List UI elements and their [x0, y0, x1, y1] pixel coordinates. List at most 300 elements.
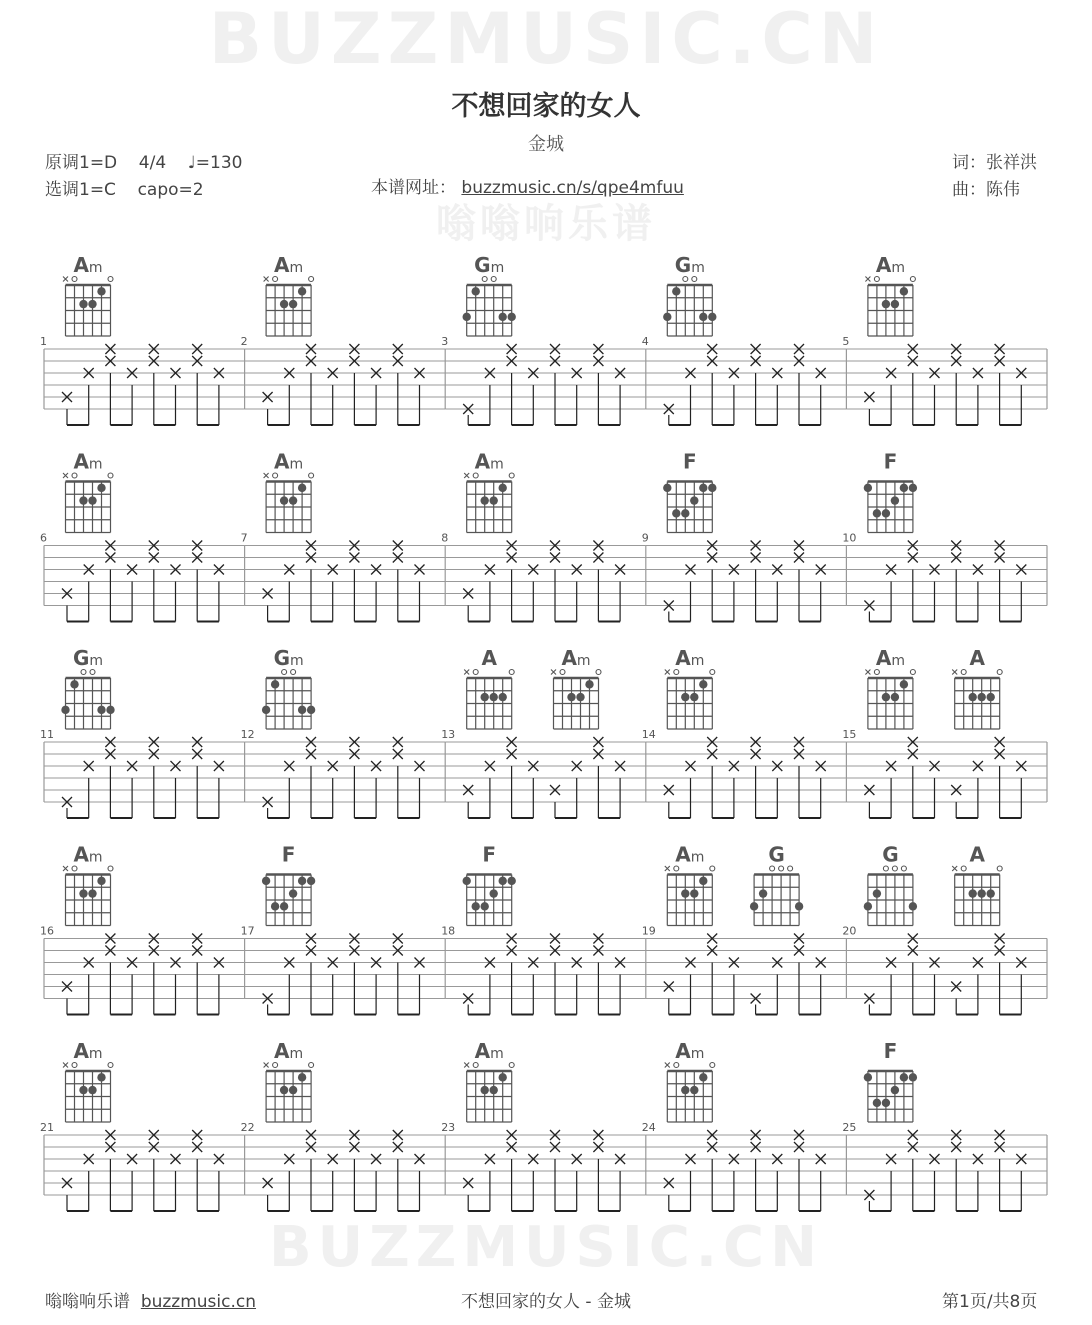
chord-diagram-am: [63, 1039, 113, 1122]
open-string-icon: [491, 277, 496, 282]
chord-name: Am: [73, 842, 103, 867]
open-string-icon: [961, 866, 966, 871]
finger-dot: [508, 877, 516, 885]
chord-diagram-g: [864, 843, 917, 926]
chord-name: Am: [675, 1039, 705, 1063]
finger-dot: [690, 496, 698, 504]
measure-number: 17: [240, 924, 255, 938]
chord-name: A: [969, 842, 985, 867]
chord-diagram-f: [864, 450, 917, 533]
watermark-middle: 嗡嗡响乐谱: [436, 201, 656, 247]
measure-number: 16: [40, 924, 54, 938]
chord-name: Gm: [674, 253, 705, 277]
chord-diagram-gm: [463, 253, 516, 336]
open-string-icon: [90, 670, 95, 675]
open-string-icon: [901, 866, 906, 871]
finger-dot: [699, 484, 707, 492]
measure-number: 23: [441, 1121, 456, 1134]
finger-dot: [289, 300, 297, 308]
measure-18: [441, 843, 646, 1015]
finger-dot: [289, 889, 297, 897]
footer-song: 不想回家的女人 - 金城: [461, 1292, 631, 1312]
measure-2: [240, 253, 449, 425]
footer-page: 第1页/共8页: [942, 1292, 1038, 1312]
muted-string-icon: [865, 670, 870, 675]
open-string-icon: [683, 277, 688, 282]
finger-dot: [978, 889, 986, 897]
chord-diagram-gm: [262, 646, 315, 729]
finger-dot: [699, 1073, 707, 1081]
finger-dot: [97, 706, 105, 714]
finger-dot: [88, 889, 96, 897]
finger-dot: [699, 313, 707, 321]
open-string-icon: [72, 1063, 77, 1068]
open-string-icon: [997, 670, 1002, 675]
finger-dot: [499, 693, 507, 701]
muted-string-icon: [865, 277, 870, 282]
finger-dot: [289, 1086, 297, 1094]
chord-diagram-f: [663, 450, 716, 533]
measure-25: [842, 1039, 1047, 1211]
finger-dot: [882, 1099, 890, 1107]
chord-name: Am: [675, 646, 705, 670]
finger-dot: [307, 706, 315, 714]
measure-number: 6: [40, 531, 47, 545]
finger-dot: [271, 902, 279, 910]
finger-dot: [481, 1086, 489, 1094]
measure-4: [641, 253, 850, 425]
open-string-icon: [692, 277, 697, 282]
open-string-icon: [883, 866, 888, 871]
chord-name: Am: [73, 1039, 103, 1063]
measure-number: 2: [240, 335, 248, 348]
measure-8: [441, 450, 646, 622]
finger-dot: [61, 706, 69, 714]
open-string-icon: [788, 866, 793, 871]
finger-dot: [576, 693, 584, 701]
measure-5: [842, 253, 1047, 425]
muted-string-icon: [464, 1063, 469, 1068]
open-string-icon: [81, 670, 86, 675]
finger-dot: [690, 693, 698, 701]
chord-name: Am: [73, 449, 103, 474]
open-string-icon: [997, 866, 1002, 871]
open-string-icon: [910, 277, 915, 282]
finger-dot: [499, 877, 507, 885]
measure-19: [642, 843, 847, 1015]
finger-dot: [298, 1073, 306, 1081]
finger-dot: [690, 889, 698, 897]
chord-name: F: [883, 449, 898, 474]
score-url-link[interactable]: buzzmusic.cn/s/qpe4mfuu: [461, 178, 684, 198]
chord-diagram-am: [464, 450, 514, 533]
open-string-icon: [72, 473, 77, 478]
finger-dot: [481, 496, 489, 504]
finger-dot: [280, 496, 288, 504]
finger-dot: [490, 889, 498, 897]
finger-dot: [882, 300, 890, 308]
measure-14: [642, 646, 847, 818]
measure-number: 20: [842, 924, 857, 938]
finger-dot: [987, 693, 995, 701]
open-string-icon: [674, 670, 679, 675]
chord-diagram-gm: [61, 646, 114, 729]
measure-number: 9: [641, 531, 649, 545]
open-string-icon: [509, 670, 514, 675]
open-string-icon: [910, 670, 915, 675]
chord-diagram-am: [264, 1039, 314, 1122]
finger-dot: [97, 1073, 105, 1081]
finger-dot: [699, 877, 707, 885]
measure-number: 1: [40, 335, 47, 348]
chord-name: F: [682, 449, 697, 474]
chord-diagram-am: [865, 253, 915, 336]
open-string-icon: [273, 1063, 278, 1068]
finger-dot: [978, 693, 986, 701]
finger-dot: [900, 484, 908, 492]
finger-dot: [79, 300, 87, 308]
open-string-icon: [892, 866, 897, 871]
muted-string-icon: [264, 277, 269, 282]
open-string-icon: [309, 1063, 314, 1068]
finger-dot: [708, 484, 716, 492]
measure-20: [842, 843, 1047, 1015]
chord-diagram-am: [551, 646, 601, 729]
finger-dot: [79, 496, 87, 504]
open-string-icon: [473, 1063, 478, 1068]
open-string-icon: [674, 866, 679, 871]
muted-string-icon: [952, 670, 957, 675]
open-string-icon: [710, 866, 715, 871]
finger-dot: [463, 877, 471, 885]
open-string-icon: [710, 670, 715, 675]
measure-17: [241, 843, 446, 1015]
chord-diagram-am: [63, 253, 113, 336]
open-string-icon: [509, 1063, 514, 1068]
finger-dot: [969, 889, 977, 897]
finger-dot: [750, 902, 758, 910]
muted-string-icon: [952, 866, 957, 871]
chord-name: A: [481, 646, 497, 670]
finger-dot: [900, 287, 908, 295]
measure-number: 8: [441, 531, 449, 545]
open-string-icon: [72, 866, 77, 871]
finger-dot: [708, 313, 716, 321]
measure-22: [241, 1039, 446, 1211]
chord-name: Am: [875, 253, 905, 277]
chord-diagram-am: [63, 843, 113, 926]
finger-dot: [499, 1073, 507, 1081]
finger-dot: [891, 1086, 899, 1094]
finger-dot: [681, 509, 689, 517]
finger-dot: [262, 877, 270, 885]
measure-7: [240, 449, 449, 622]
finger-dot: [900, 1073, 908, 1081]
finger-dot: [759, 889, 767, 897]
finger-dot: [280, 902, 288, 910]
chord-diagram-a: [952, 843, 1002, 926]
measure-16: [40, 843, 245, 1015]
muted-string-icon: [63, 277, 68, 282]
finger-dot: [891, 300, 899, 308]
chord-diagram-a: [952, 646, 1002, 729]
finger-dot: [882, 509, 890, 517]
finger-dot: [298, 877, 306, 885]
finger-dot: [864, 484, 872, 492]
open-string-icon: [108, 1063, 113, 1068]
muted-string-icon: [551, 670, 556, 675]
tempo: ♩=130: [187, 153, 243, 173]
measure-21: [40, 1039, 245, 1211]
muted-string-icon: [665, 1063, 670, 1068]
finger-dot: [79, 889, 87, 897]
muted-string-icon: [63, 1063, 68, 1068]
finger-dot: [690, 1086, 698, 1094]
measure-11: [40, 646, 245, 818]
finger-dot: [499, 484, 507, 492]
finger-dot: [663, 313, 671, 321]
finger-dot: [88, 496, 96, 504]
finger-dot: [900, 680, 908, 688]
chord-name: F: [281, 842, 296, 867]
open-string-icon: [961, 670, 966, 675]
capo: capo=2: [137, 180, 204, 200]
finger-dot: [672, 287, 680, 295]
measure-number: 19: [641, 924, 656, 938]
open-string-icon: [273, 277, 278, 282]
measure-number: 18: [441, 924, 456, 938]
chord-name: Am: [474, 1039, 504, 1063]
finger-dot: [79, 1086, 87, 1094]
open-string-icon: [674, 1063, 679, 1068]
chord-diagram-f: [262, 843, 315, 926]
chord-diagram-am: [665, 646, 715, 729]
finger-dot: [481, 902, 489, 910]
measure-number: 5: [842, 335, 850, 348]
finger-dot: [795, 902, 803, 910]
finger-dot: [298, 484, 306, 492]
open-string-icon: [108, 866, 113, 871]
chord-name: F: [883, 1039, 898, 1063]
chord-name: Am: [675, 842, 705, 867]
chord-diagram-g: [750, 843, 803, 926]
finger-dot: [508, 313, 516, 321]
finger-dot: [987, 889, 995, 897]
chord-diagram-am: [464, 1039, 514, 1122]
muted-string-icon: [665, 866, 670, 871]
finger-dot: [909, 484, 917, 492]
finger-dot: [490, 496, 498, 504]
finger-dot: [873, 1099, 881, 1107]
finger-dot: [891, 693, 899, 701]
finger-dot: [567, 693, 575, 701]
measure-13: [441, 646, 646, 818]
chord-diagram-am: [264, 253, 314, 336]
chosen-key: 选调1=C: [45, 180, 116, 200]
measure-number: 10: [842, 531, 857, 545]
open-string-icon: [273, 473, 278, 478]
muted-string-icon: [264, 1063, 269, 1068]
finger-dot: [271, 680, 279, 688]
open-string-icon: [282, 670, 287, 675]
finger-dot: [298, 706, 306, 714]
finger-dot: [88, 300, 96, 308]
time-signature: 4/4: [138, 153, 167, 173]
finger-dot: [481, 693, 489, 701]
finger-dot: [106, 706, 114, 714]
measure-3: [441, 253, 646, 425]
watermark-top: BUZZMUSIC.CN: [208, 0, 884, 80]
measure-number: 3: [441, 335, 449, 348]
chord-diagram-am: [665, 843, 715, 926]
chord-name: G: [768, 842, 785, 867]
chord-name: F: [482, 842, 497, 867]
chord-diagram-gm: [663, 253, 716, 336]
chord-name: Gm: [474, 253, 505, 277]
open-string-icon: [309, 277, 314, 282]
finger-dot: [262, 706, 270, 714]
chord-name: Gm: [72, 646, 104, 670]
measure-number: 15: [842, 728, 857, 741]
open-string-icon: [108, 473, 113, 478]
footer-site-name: 嗡嗡响乐谱: [45, 1292, 130, 1312]
measure-9: [642, 450, 847, 622]
song-artist: 金城: [528, 134, 564, 155]
muted-string-icon: [464, 670, 469, 675]
chord-name: Am: [274, 1039, 304, 1063]
finger-dot: [864, 902, 872, 910]
measure-24: [642, 1039, 847, 1211]
finger-dot: [472, 287, 480, 295]
measure-number: 13: [441, 728, 456, 741]
finger-dot: [909, 902, 917, 910]
measure-number: 11: [40, 728, 54, 741]
chord-name: A: [969, 646, 985, 670]
chord-name: G: [882, 842, 899, 867]
muted-string-icon: [464, 473, 469, 478]
open-string-icon: [72, 277, 77, 282]
muted-string-icon: [63, 473, 68, 478]
footer-site-link[interactable]: buzzmusic.cn: [140, 1292, 257, 1312]
chord-diagram-am: [665, 1039, 715, 1122]
watermark-bottom: BUZZMUSIC.CN: [268, 1215, 824, 1280]
finger-dot: [490, 1086, 498, 1094]
finger-dot: [681, 693, 689, 701]
finger-dot: [699, 680, 707, 688]
finger-dot: [681, 1086, 689, 1094]
finger-dot: [289, 496, 297, 504]
finger-dot: [499, 313, 507, 321]
original-key: 原调1=D: [45, 153, 118, 173]
muted-string-icon: [264, 473, 269, 478]
open-string-icon: [482, 277, 487, 282]
finger-dot: [463, 313, 471, 321]
measure-number: 4: [641, 335, 649, 348]
measure-6: [40, 450, 245, 622]
measure-number: 22: [240, 1121, 255, 1134]
measure-10: [842, 450, 1047, 622]
finger-dot: [864, 1073, 872, 1081]
measure-12: [241, 646, 446, 818]
finger-dot: [97, 287, 105, 295]
score-url-label: 本谱网址：: [371, 178, 456, 198]
measure-number: 12: [240, 728, 255, 741]
finger-dot: [490, 693, 498, 701]
finger-dot: [307, 877, 315, 885]
finger-dot: [280, 300, 288, 308]
measure-number: 14: [641, 728, 656, 741]
chord-name: Am: [73, 253, 103, 277]
chord-diagram-am: [865, 646, 915, 729]
open-string-icon: [779, 866, 784, 871]
finger-dot: [909, 1073, 917, 1081]
chord-name: Am: [274, 449, 304, 474]
open-string-icon: [473, 473, 478, 478]
measure-number: 7: [240, 531, 248, 545]
composer: 曲：陈伟: [952, 180, 1020, 200]
chord-diagram-f: [463, 843, 516, 926]
chord-name: Am: [561, 646, 591, 670]
chord-name: Am: [875, 646, 905, 670]
finger-dot: [280, 1086, 288, 1094]
finger-dot: [298, 287, 306, 295]
open-string-icon: [108, 277, 113, 282]
finger-dot: [873, 509, 881, 517]
finger-dot: [969, 693, 977, 701]
finger-dot: [873, 889, 881, 897]
finger-dot: [472, 902, 480, 910]
open-string-icon: [874, 277, 879, 282]
chord-name: Gm: [273, 646, 304, 670]
open-string-icon: [473, 670, 478, 675]
measure-number: 25: [842, 1121, 857, 1134]
measure-1: [40, 253, 245, 425]
open-string-icon: [309, 473, 314, 478]
song-title: 不想回家的女人: [451, 91, 641, 122]
measure-number: 24: [641, 1121, 656, 1134]
finger-dot: [882, 693, 890, 701]
muted-string-icon: [665, 670, 670, 675]
chord-diagram-am: [63, 450, 113, 533]
finger-dot: [88, 1086, 96, 1094]
finger-dot: [70, 680, 78, 688]
open-string-icon: [596, 670, 601, 675]
open-string-icon: [874, 670, 879, 675]
finger-dot: [97, 877, 105, 885]
chord-name: Am: [274, 253, 304, 277]
muted-string-icon: [63, 866, 68, 871]
open-string-icon: [291, 670, 296, 675]
finger-dot: [891, 496, 899, 504]
finger-dot: [681, 889, 689, 897]
open-string-icon: [770, 866, 775, 871]
finger-dot: [97, 484, 105, 492]
chord-diagram-am: [264, 450, 314, 533]
finger-dot: [585, 680, 593, 688]
open-string-icon: [710, 1063, 715, 1068]
measure-15: [842, 646, 1047, 818]
chord-name: Am: [474, 449, 504, 474]
finger-dot: [663, 484, 671, 492]
lyricist: 词：张祥洪: [952, 153, 1037, 173]
measure-23: [441, 1039, 646, 1211]
finger-dot: [672, 509, 680, 517]
open-string-icon: [560, 670, 565, 675]
measure-number: 21: [40, 1121, 54, 1134]
chord-diagram-f: [864, 1039, 917, 1122]
chord-diagram-a: [464, 646, 514, 729]
open-string-icon: [509, 473, 514, 478]
